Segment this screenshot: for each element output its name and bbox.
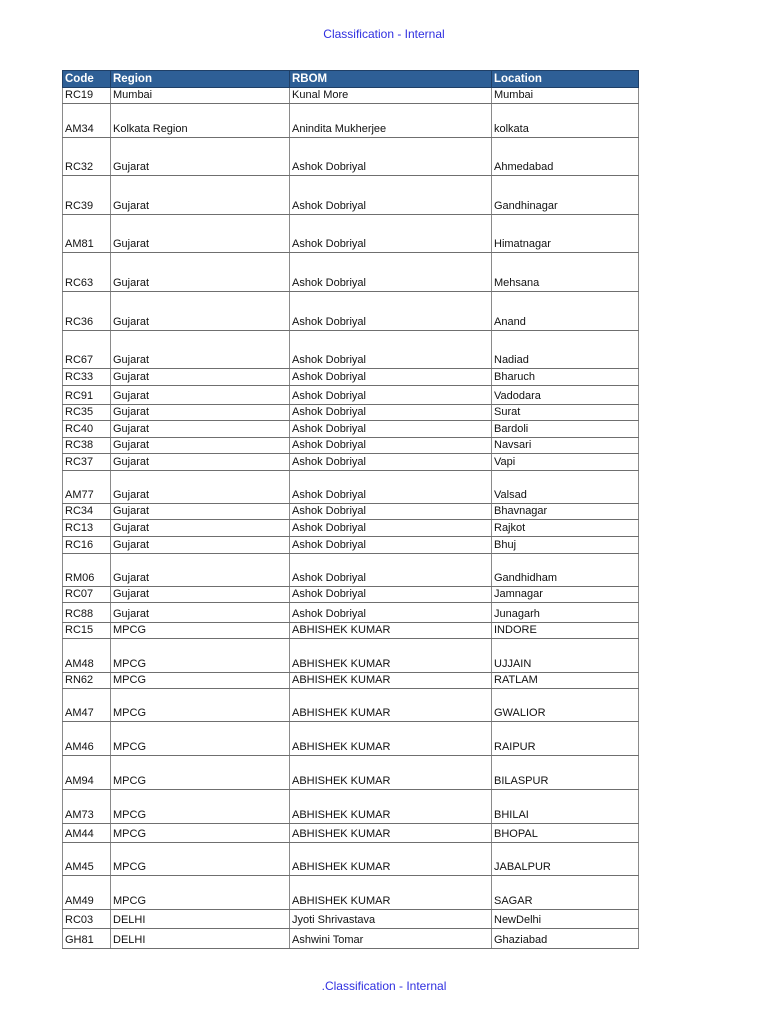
table-row [63,910,639,929]
table-row [63,176,639,215]
table-row [63,421,639,438]
location-cell: GWALIOR [492,689,639,722]
region-cell: Gujarat [111,454,290,471]
region-cell: Gujarat [111,537,290,554]
column-header-code: Code [63,71,111,88]
region-cell: MPCG [111,673,290,689]
location-cell: kolkata [492,104,639,138]
table-row [63,331,639,369]
location-cell: UJJAIN [492,639,639,673]
region-cell: MPCG [111,689,290,722]
location-cell: Nadiad [492,331,639,369]
region-cell: MPCG [111,623,290,639]
table-row [63,639,639,673]
table-row [63,405,639,421]
location-cell: BHILAI [492,790,639,824]
rbom-cell: Ashok Dobriyal [290,331,492,369]
table-row [63,504,639,520]
location-cell: JABALPUR [492,843,639,876]
rbom-cell: ABHISHEK KUMAR [290,756,492,790]
region-cell: Gujarat [111,438,290,454]
code-cell: RC91 [63,386,111,405]
table-row [63,520,639,537]
region-cell: MPCG [111,843,290,876]
rbom-cell: ABHISHEK KUMAR [290,790,492,824]
code-cell: AM49 [63,876,111,910]
table-row [63,587,639,603]
table-row [63,215,639,253]
table-row [63,756,639,790]
rbom-cell: Ashok Dobriyal [290,537,492,554]
rbom-cell: Ashok Dobriyal [290,504,492,520]
region-table [62,70,639,949]
table-row [63,623,639,639]
code-cell: AM94 [63,756,111,790]
region-cell: Gujarat [111,386,290,405]
table-row [63,843,639,876]
classification-footer: .Classification - Internal [321,979,447,993]
table-row [63,722,639,756]
table-row [63,454,639,471]
column-header-region: Region [111,71,290,88]
region-cell: Gujarat [111,292,290,331]
region-cell: MPCG [111,756,290,790]
rbom-cell: Ashok Dobriyal [290,603,492,623]
rbom-cell: ABHISHEK KUMAR [290,639,492,673]
code-cell: RC39 [63,176,111,215]
table-row [63,689,639,722]
code-cell: RC33 [63,369,111,386]
region-cell: DELHI [111,929,290,949]
code-cell: RC15 [63,623,111,639]
location-cell: Surat [492,405,639,421]
table-row [63,554,639,587]
location-cell: SAGAR [492,876,639,910]
rbom-cell: Anindita Mukherjee [290,104,492,138]
location-cell: Vadodara [492,386,639,405]
location-cell: Navsari [492,438,639,454]
location-cell: Bharuch [492,369,639,386]
location-cell: Valsad [492,471,639,504]
code-cell: RC63 [63,253,111,292]
code-cell: RN62 [63,673,111,689]
region-cell: Gujarat [111,554,290,587]
rbom-cell: Ashok Dobriyal [290,215,492,253]
region-cell: Kolkata Region [111,104,290,138]
location-cell: Rajkot [492,520,639,537]
region-cell: Gujarat [111,587,290,603]
region-cell: Gujarat [111,176,290,215]
region-cell: Mumbai [111,88,290,104]
table-row [63,790,639,824]
location-cell: Mumbai [492,88,639,104]
code-cell: RC67 [63,331,111,369]
rbom-cell: Ashok Dobriyal [290,176,492,215]
code-cell: AM77 [63,471,111,504]
location-cell: RATLAM [492,673,639,689]
region-cell: Gujarat [111,215,290,253]
table-row [63,88,639,104]
rbom-cell: Ashwini Tomar [290,929,492,949]
rbom-cell: Kunal More [290,88,492,104]
location-cell: BILASPUR [492,756,639,790]
rbom-cell: Ashok Dobriyal [290,405,492,421]
code-cell: AM46 [63,722,111,756]
location-cell: Junagarh [492,603,639,623]
region-cell: MPCG [111,824,290,843]
column-header-location: Location [492,71,639,88]
rbom-cell: Ashok Dobriyal [290,520,492,537]
region-cell: Gujarat [111,421,290,438]
table-row [63,603,639,623]
classification-header: Classification - Internal [323,27,445,41]
code-cell: GH81 [63,929,111,949]
rbom-cell: Ashok Dobriyal [290,292,492,331]
location-cell: Jamnagar [492,587,639,603]
table-row [63,471,639,504]
rbom-cell: ABHISHEK KUMAR [290,673,492,689]
location-cell: Bhuj [492,537,639,554]
region-cell: Gujarat [111,405,290,421]
rbom-cell: Ashok Dobriyal [290,587,492,603]
rbom-cell: ABHISHEK KUMAR [290,824,492,843]
region-cell: Gujarat [111,520,290,537]
code-cell: AM48 [63,639,111,673]
rbom-cell: Jyoti Shrivastava [290,910,492,929]
region-cell: Gujarat [111,603,290,623]
table-row [63,369,639,386]
code-cell: RC40 [63,421,111,438]
table-row [63,253,639,292]
location-cell: NewDelhi [492,910,639,929]
region-cell: MPCG [111,790,290,824]
region-cell: Gujarat [111,369,290,386]
table-row [63,138,639,176]
location-cell: Mehsana [492,253,639,292]
location-cell: Gandhinagar [492,176,639,215]
code-cell: RC07 [63,587,111,603]
code-cell: RC13 [63,520,111,537]
rbom-cell: Ashok Dobriyal [290,454,492,471]
rbom-cell: Ashok Dobriyal [290,554,492,587]
location-cell: Anand [492,292,639,331]
table-row [63,104,639,138]
region-cell: Gujarat [111,471,290,504]
code-cell: AM45 [63,843,111,876]
code-cell: RC03 [63,910,111,929]
rbom-cell: ABHISHEK KUMAR [290,843,492,876]
region-cell: Gujarat [111,331,290,369]
table-row [63,438,639,454]
code-cell: RC35 [63,405,111,421]
region-cell: Gujarat [111,504,290,520]
rbom-cell: Ashok Dobriyal [290,471,492,504]
code-cell: RC32 [63,138,111,176]
rbom-cell: Ashok Dobriyal [290,138,492,176]
location-cell: RAIPUR [492,722,639,756]
location-cell: BHOPAL [492,824,639,843]
table-body [63,88,639,949]
code-cell: RC88 [63,603,111,623]
location-cell: Bardoli [492,421,639,438]
table-row [63,929,639,949]
rbom-cell: Ashok Dobriyal [290,421,492,438]
rbom-cell: Ashok Dobriyal [290,369,492,386]
region-cell: MPCG [111,722,290,756]
code-cell: RC16 [63,537,111,554]
table-header-row [63,71,639,88]
location-cell: Gandhidham [492,554,639,587]
table-row [63,292,639,331]
table-row [63,386,639,405]
rbom-cell: Ashok Dobriyal [290,386,492,405]
rbom-cell: ABHISHEK KUMAR [290,689,492,722]
location-cell: INDORE [492,623,639,639]
region-cell: MPCG [111,639,290,673]
region-cell: DELHI [111,910,290,929]
location-cell: Bhavnagar [492,504,639,520]
code-cell: RC38 [63,438,111,454]
location-cell: Ahmedabad [492,138,639,176]
code-cell: AM81 [63,215,111,253]
rbom-cell: Ashok Dobriyal [290,253,492,292]
location-cell: Himatnagar [492,215,639,253]
code-cell: RC19 [63,88,111,104]
code-cell: RM06 [63,554,111,587]
rbom-cell: ABHISHEK KUMAR [290,876,492,910]
region-cell: MPCG [111,876,290,910]
location-cell: Ghaziabad [492,929,639,949]
region-cell: Gujarat [111,138,290,176]
region-cell: Gujarat [111,253,290,292]
code-cell: AM44 [63,824,111,843]
rbom-cell: ABHISHEK KUMAR [290,722,492,756]
code-cell: RC37 [63,454,111,471]
rbom-cell: ABHISHEK KUMAR [290,623,492,639]
code-cell: RC36 [63,292,111,331]
rbom-cell: Ashok Dobriyal [290,438,492,454]
code-cell: RC34 [63,504,111,520]
column-header-rbom: RBOM [290,71,492,88]
table-row [63,824,639,843]
code-cell: AM34 [63,104,111,138]
code-cell: AM47 [63,689,111,722]
location-cell: Vapi [492,454,639,471]
table-row [63,673,639,689]
code-cell: AM73 [63,790,111,824]
table-row [63,876,639,910]
table-row [63,537,639,554]
